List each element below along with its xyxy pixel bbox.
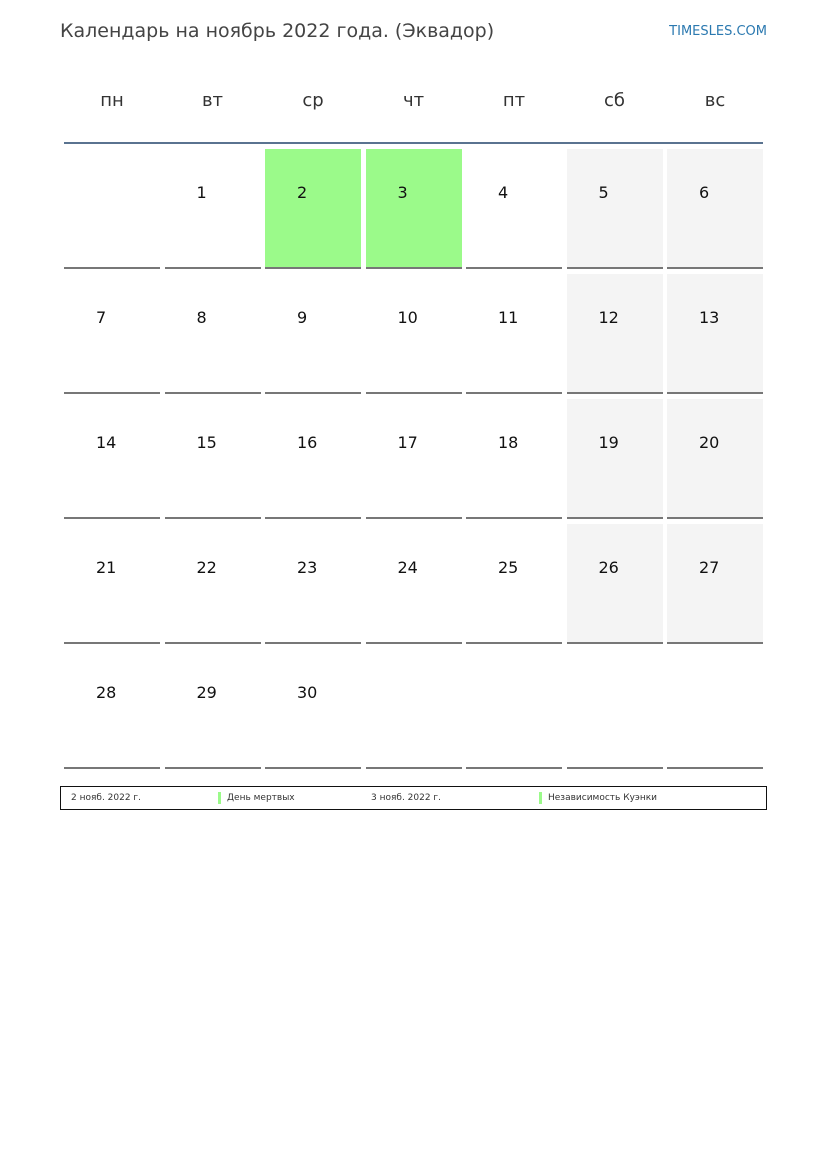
day-cell <box>165 524 261 644</box>
day-number: 3 <box>397 183 408 202</box>
day-cell <box>165 649 261 769</box>
day-number: 14 <box>96 433 117 452</box>
legend-date-1: 2 нояб. 2022 г. <box>71 793 142 803</box>
empty-day-cell <box>64 149 160 269</box>
day-cell <box>567 524 663 644</box>
page-title: Календарь на ноябрь 2022 года. (Эквадор) <box>60 20 495 42</box>
day-number: 9 <box>297 308 308 327</box>
day-cell <box>265 399 361 519</box>
weekday-label: вт <box>201 90 224 111</box>
day-number: 28 <box>96 683 117 702</box>
day-cell <box>667 274 763 394</box>
day-cell <box>567 399 663 519</box>
day-number: 11 <box>498 308 519 327</box>
day-number: 20 <box>699 433 720 452</box>
day-number: 26 <box>598 558 619 577</box>
day-cell <box>64 274 160 394</box>
empty-day-cell <box>567 649 663 769</box>
weekday-label: вс <box>704 90 726 111</box>
day-number: 7 <box>96 308 107 327</box>
day-cell <box>165 274 261 394</box>
day-number: 16 <box>297 433 318 452</box>
weekday-label: чт <box>402 90 425 111</box>
day-number: 30 <box>297 683 318 702</box>
day-cell <box>466 274 562 394</box>
day-cell <box>64 649 160 769</box>
day-number: 12 <box>598 308 619 327</box>
legend-name-1: День мертвых <box>227 793 295 803</box>
day-cell <box>366 399 462 519</box>
weekday-label: ср <box>302 90 324 111</box>
day-cell <box>64 399 160 519</box>
day-number: 25 <box>498 558 519 577</box>
empty-day-cell <box>667 649 763 769</box>
weekday-header <box>64 90 763 120</box>
legend-color-marker-2 <box>539 792 542 804</box>
header-divider <box>64 142 763 144</box>
day-number: 27 <box>699 558 720 577</box>
day-number: 8 <box>196 308 207 327</box>
day-number: 6 <box>699 183 710 202</box>
calendar-grid <box>64 149 763 770</box>
day-number: 5 <box>598 183 609 202</box>
day-number: 2 <box>297 183 308 202</box>
weekday-label: пт <box>502 90 526 111</box>
day-cell <box>265 649 361 769</box>
day-cell <box>466 149 562 269</box>
day-number: 21 <box>96 558 117 577</box>
day-cell <box>165 399 261 519</box>
day-cell <box>466 399 562 519</box>
day-cell <box>366 524 462 644</box>
day-cell <box>366 149 462 269</box>
day-cell <box>265 274 361 394</box>
day-cell <box>366 274 462 394</box>
day-cell <box>265 149 361 269</box>
day-number: 24 <box>397 558 418 577</box>
day-cell <box>567 274 663 394</box>
day-cell <box>64 524 160 644</box>
empty-day-cell <box>366 649 462 769</box>
day-cell <box>567 149 663 269</box>
day-number: 18 <box>498 433 519 452</box>
day-cell <box>265 524 361 644</box>
day-number: 4 <box>498 183 509 202</box>
day-number: 1 <box>196 183 207 202</box>
day-number: 15 <box>196 433 217 452</box>
day-cell <box>165 149 261 269</box>
day-number: 17 <box>397 433 418 452</box>
day-cell <box>667 524 763 644</box>
legend-date-2: 3 нояб. 2022 г. <box>371 793 442 803</box>
day-cell <box>667 149 763 269</box>
holiday-legend <box>60 786 767 810</box>
day-cell <box>466 524 562 644</box>
empty-day-cell <box>466 649 562 769</box>
legend-name-2: Независимость Куэнки <box>548 793 658 803</box>
site-link[interactable]: TIMESLES.COM <box>669 24 767 39</box>
day-number: 19 <box>598 433 619 452</box>
day-number: 22 <box>196 558 217 577</box>
day-cell <box>667 399 763 519</box>
day-number: 13 <box>699 308 720 327</box>
weekday-label: пн <box>100 90 124 111</box>
day-number: 23 <box>297 558 318 577</box>
legend-color-marker-1 <box>218 792 221 804</box>
day-number: 10 <box>397 308 418 327</box>
day-number: 29 <box>196 683 217 702</box>
weekday-label: сб <box>604 90 625 111</box>
